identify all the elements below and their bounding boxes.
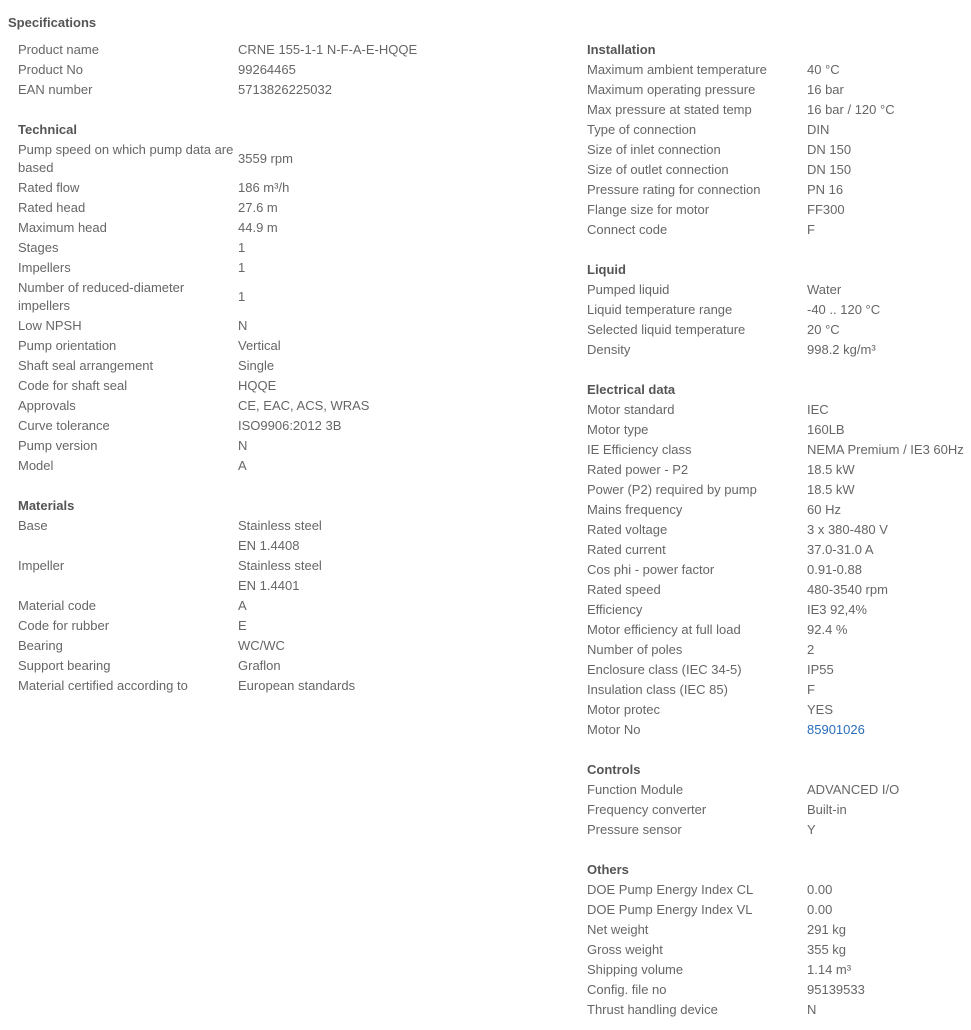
section-title-technical: Technical [18,122,78,137]
left-column [18,40,558,696]
spec-label: Pump version [18,438,98,453]
spec-value: Water [807,282,842,297]
spec-row-config-file-no [587,980,971,1000]
spec-label: Rated current [587,542,666,557]
spec-row-curve-tolerance [18,416,558,436]
spec-row-continuation [18,536,558,556]
spec-value: 1 [238,260,246,275]
spec-label: Pump speed on which pump data are based [18,142,234,175]
spec-label: Max pressure at stated temp [587,102,752,117]
spec-label: Pump orientation [18,338,117,353]
spec-label: Pressure rating for connection [587,182,761,197]
spec-value: N [238,318,248,333]
section-title-electrical-data: Electrical data [587,382,676,397]
spec-value: WC/WC [238,638,285,653]
spec-row-maximum-head [18,218,558,238]
spec-row-code-for-shaft-seal [18,376,558,396]
spec-row-rated-speed [587,580,971,600]
section-title-others: Others [587,862,629,877]
spec-value: 16 bar [807,82,844,97]
spec-label: Motor efficiency at full load [587,622,741,637]
spec-row-power-p2-required-by-pump [587,480,971,500]
spec-row-insulation-class-iec-85 [587,680,971,700]
spec-value: F [807,682,815,697]
spec-label: Impeller [18,558,65,573]
spec-value: 291 kg [807,922,847,937]
spec-value: 99264465 [238,62,296,77]
spec-label: Connect code [587,222,668,237]
spec-label: Maximum operating pressure [587,82,756,97]
spec-value: ADVANCED I/O [807,782,900,797]
spec-value-secondary: EN 1.4408 [238,538,300,553]
spec-value: 1 [238,240,246,255]
spec-row-impeller [18,556,558,576]
spec-row-number-of-poles [587,640,971,660]
spec-label: Enclosure class (IEC 34-5) [587,662,742,677]
page-title: Specifications [8,15,97,30]
spec-row-cos-phi-power-factor [587,560,971,580]
spec-row-rated-flow [18,178,558,198]
spec-label: Power (P2) required by pump [587,482,757,497]
spec-label: Type of connection [587,122,697,137]
spec-label: Function Module [587,782,684,797]
spec-label: Motor No [587,722,641,737]
spec-value: Stainless steel [238,518,322,533]
spec-label: DOE Pump Energy Index VL [587,902,753,917]
spec-value: 16 bar / 120 °C [807,102,895,117]
spec-label: Config. file no [587,982,667,997]
spec-value: HQQE [238,378,277,393]
spec-value-secondary: EN 1.4401 [238,578,300,593]
spec-value: Built-in [807,802,847,817]
spec-row-material-certified-according-to [18,676,558,696]
spec-label: Pressure sensor [587,822,682,837]
spec-row-low-npsh [18,316,558,336]
spec-row-pumped-liquid [587,280,971,300]
spec-row-maximum-ambient-temperature [587,60,971,80]
spec-label: Rated power - P2 [587,462,689,477]
spec-row-frequency-converter [587,800,971,820]
spec-label: Low NPSH [18,318,82,333]
spec-label: EAN number [18,82,93,97]
spec-value: 0.00 [807,882,833,897]
spec-label: Motor type [587,422,649,437]
spec-label: Insulation class (IEC 85) [587,682,728,697]
spec-value: DIN [807,122,830,137]
spec-row-product-no [18,60,558,80]
spec-row-continuation [18,576,558,596]
spec-value: 1.14 m³ [807,962,852,977]
spec-row-flange-size-for-motor [587,200,971,220]
spec-value: 60 Hz [807,502,841,517]
spec-value: 44.9 m [238,220,278,235]
spec-row-impellers [18,258,558,278]
spec-row-pressure-sensor [587,820,971,840]
spec-label: Base [18,518,48,533]
spec-value: 480-3540 rpm [807,582,888,597]
spec-label: Bearing [18,638,63,653]
section-title-installation: Installation [587,42,656,57]
spec-row-maximum-operating-pressure [587,80,971,100]
spec-label: Rated speed [587,582,661,597]
spec-row-pump-version [18,436,558,456]
spec-label: Product No [18,62,84,77]
spec-row-enclosure-class-iec-34-5 [587,660,971,680]
section-title-materials: Materials [18,498,75,513]
spec-label: IE Efficiency class [587,442,692,457]
spec-value: FF300 [807,202,845,217]
spec-label: Mains frequency [587,502,683,517]
spec-value: Graflon [238,658,281,673]
spec-value: 3559 rpm [238,151,293,166]
spec-row-max-pressure-at-stated-temp [587,100,971,120]
spec-label: Frequency converter [587,802,707,817]
spec-row-rated-voltage [587,520,971,540]
section-spacer [587,240,971,260]
spec-row-ie-efficiency-class [587,440,971,460]
spec-row-ean-number [18,80,558,100]
spec-value: 95139533 [807,982,865,997]
spec-row-motor-standard [587,400,971,420]
spec-value: 5713826225032 [238,82,332,97]
spec-value: European standards [238,678,356,693]
spec-value: N [238,438,248,453]
spec-label: Efficiency [587,602,643,617]
spec-value: 92.4 % [807,622,848,637]
spec-row-net-weight [587,920,971,940]
section-spacer [587,360,971,380]
spec-value: E [238,618,247,633]
spec-label: Maximum ambient temperature [587,62,767,77]
spec-row-doe-pump-energy-index-cl [587,880,971,900]
spec-value: A [238,458,247,473]
spec-row-support-bearing [18,656,558,676]
spec-row-function-module [587,780,971,800]
spec-label: DOE Pump Energy Index CL [587,882,754,897]
spec-label: Impellers [18,260,71,275]
spec-label: Size of outlet connection [587,162,729,177]
spec-row-doe-pump-energy-index-vl [587,900,971,920]
spec-row-rated-power-p2 [587,460,971,480]
spec-row-model [18,456,558,476]
spec-row-density [587,340,971,360]
spec-value: Y [807,822,816,837]
spec-label: Flange size for motor [587,202,710,217]
spec-row-gross-weight [587,940,971,960]
spec-value: IP55 [807,662,834,677]
spec-row-rated-head [18,198,558,218]
spec-label: Number of poles [587,642,683,657]
spec-row-liquid-temperature-range [587,300,971,320]
spec-label: Selected liquid temperature [587,322,746,337]
spec-row-base [18,516,558,536]
spec-label: Code for rubber [18,618,110,633]
section-spacer [18,100,558,120]
spec-row-rated-current [587,540,971,560]
spec-row-pressure-rating-for-connection [587,180,971,200]
spec-label: Maximum head [18,220,107,235]
spec-value-link[interactable]: 85901026 [807,722,865,737]
spec-row-code-for-rubber [18,616,558,636]
spec-label: Pumped liquid [587,282,670,297]
spec-value: 18.5 kW [807,462,855,477]
spec-value: F [807,222,815,237]
section-spacer [587,740,971,760]
spec-row-shipping-volume [587,960,971,980]
spec-row-bearing [18,636,558,656]
spec-label: Support bearing [18,658,111,673]
spec-label: Cos phi - power factor [587,562,715,577]
spec-row-thrust-handling-device [587,1000,971,1020]
spec-value: 40 °C [807,62,840,77]
spec-label: Density [587,342,631,357]
spec-value: Single [238,358,275,373]
spec-row-efficiency [587,600,971,620]
spec-label: Stages [18,240,59,255]
spec-value: 1 [238,289,246,304]
spec-label: Shipping volume [587,962,684,977]
spec-label: Code for shaft seal [18,378,128,393]
spec-value: 186 m³/h [238,180,290,195]
spec-value: N [807,1002,817,1017]
section-spacer [18,476,558,496]
spec-value: 27.6 m [238,200,278,215]
section-spacer [587,840,971,860]
spec-row-pump-speed-on-which-pump-data-are-based [18,140,558,178]
spec-row-material-code [18,596,558,616]
spec-value: 3 x 380-480 V [807,522,888,537]
spec-label: Rated voltage [587,522,668,537]
spec-value: 0.00 [807,902,833,917]
spec-value: YES [807,702,834,717]
spec-value: IEC [807,402,829,417]
spec-label: Model [18,458,54,473]
spec-label: Number of reduced-diameter impellers [18,280,185,313]
section-title-liquid: Liquid [587,262,626,277]
spec-label: Liquid temperature range [587,302,733,317]
spec-label: Material certified according to [18,678,188,693]
spec-label: Product name [18,42,99,57]
spec-value: 20 °C [807,322,840,337]
spec-row-motor-protec [587,700,971,720]
spec-label: Size of inlet connection [587,142,721,157]
spec-row-number-of-reduced-diameter-impellers [18,278,558,316]
spec-row-motor-type [587,420,971,440]
spec-label: Rated flow [18,180,80,195]
spec-label: Shaft seal arrangement [18,358,154,373]
spec-row-approvals [18,396,558,416]
spec-value: Vertical [238,338,281,353]
spec-value: PN 16 [807,182,844,197]
right-column [587,40,971,1020]
spec-row-pump-orientation [18,336,558,356]
spec-row-connect-code [587,220,971,240]
spec-value: A [238,598,247,613]
spec-row-stages [18,238,558,258]
spec-label: Curve tolerance [18,418,110,433]
spec-value: -40 .. 120 °C [807,302,881,317]
spec-label: Approvals [18,398,76,413]
spec-row-shaft-seal-arrangement [18,356,558,376]
spec-value: 18.5 kW [807,482,855,497]
spec-row-motor-no [587,720,971,740]
section-title-controls: Controls [587,762,641,777]
spec-label: Net weight [587,922,649,937]
spec-row-type-of-connection [587,120,971,140]
spec-value: CE, EAC, ACS, WRAS [238,398,370,413]
spec-value: 998.2 kg/m³ [807,342,876,357]
spec-row-size-of-inlet-connection [587,140,971,160]
spec-value: ISO9906:2012 3B [238,418,342,433]
spec-value: 355 kg [807,942,847,957]
spec-row-selected-liquid-temperature [587,320,971,340]
spec-label: Rated head [18,200,86,215]
spec-label: Thrust handling device [587,1002,718,1017]
spec-value: 0.91-0.88 [807,562,862,577]
spec-value: 37.0-31.0 A [807,542,874,557]
spec-value: DN 150 [807,142,852,157]
spec-row-size-of-outlet-connection [587,160,971,180]
spec-label: Gross weight [587,942,663,957]
spec-value: CRNE 155-1-1 N-F-A-E-HQQE [238,42,418,57]
spec-value: 2 [807,642,815,657]
spec-row-motor-efficiency-at-full-load [587,620,971,640]
spec-label: Material code [18,598,97,613]
spec-label: Motor standard [587,402,675,417]
spec-value: Stainless steel [238,558,322,573]
spec-label: Motor protec [587,702,660,717]
spec-value: IE3 92,4% [807,602,867,617]
spec-value: DN 150 [807,162,852,177]
spec-row-product-name [18,40,558,60]
spec-value: NEMA Premium / IE3 60Hz [807,442,964,457]
spec-row-mains-frequency [587,500,971,520]
spec-value: 160LB [807,422,845,437]
